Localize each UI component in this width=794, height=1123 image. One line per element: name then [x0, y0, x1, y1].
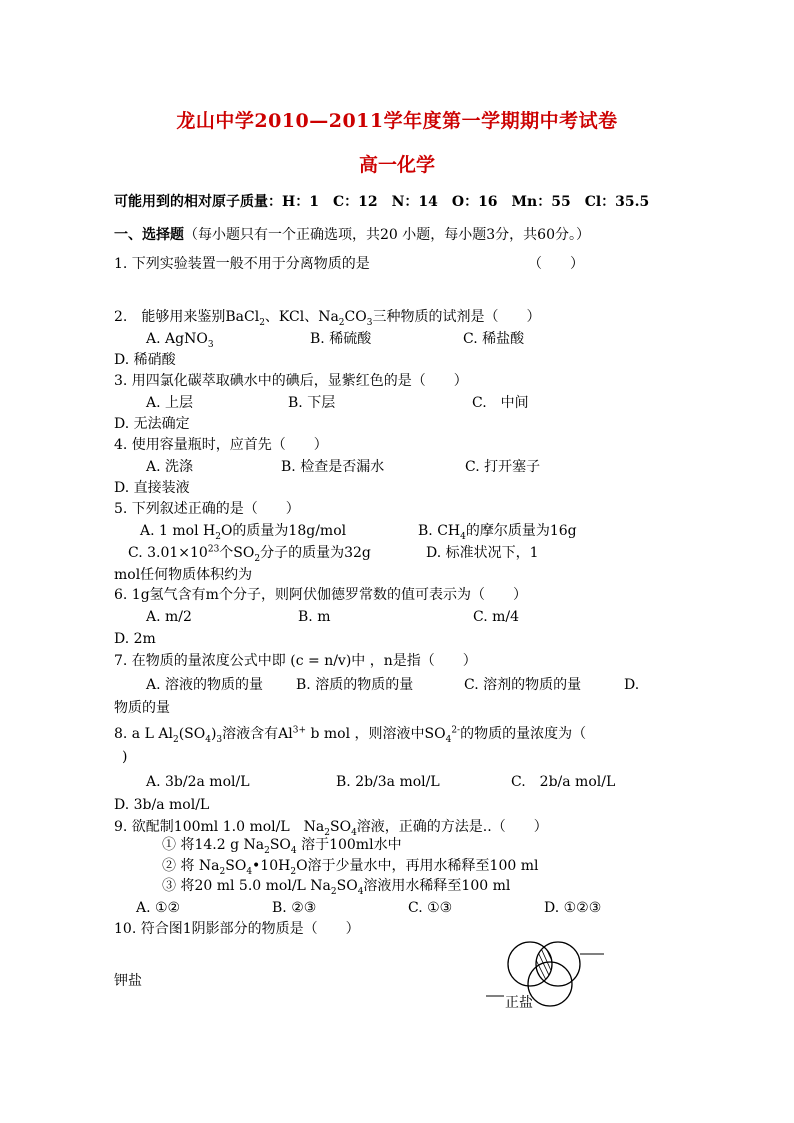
q7-option-b: B. 溶质的物质的量	[296, 677, 414, 693]
q5-option-d-continued: mol任何物质体积约为	[114, 567, 253, 583]
atomic-masses: 可能用到的相对原子质量：H：1 C：12 N：14 O：16 Mn：55 Cl：35.5	[114, 194, 650, 210]
venn-diagram	[478, 930, 618, 1012]
q8-stem: 8. a L $Al_2(SO_4)_3$溶液含有$Al^{3+}$ b mol ，则溶液中$SO_4^{2-}$的物质的量浓度为（	[114, 725, 587, 745]
q5-option-a: A. 1 mol $H_2O$的质量为18g/mol	[140, 523, 347, 542]
q5-stem: 5. 下列叙述正确的是（ ）	[114, 501, 300, 517]
venn-shaded-region	[478, 930, 618, 1012]
q3-option-a: A. 上层	[146, 395, 194, 411]
q9-item-3: ③ 将20 ml 5.0 mol/L $Na_2SO_4$溶液用水稀释至100 ml	[162, 878, 511, 897]
q9-item-1: ① 将14.2 g $Na_2SO_4$ 溶于100ml水中	[162, 837, 402, 856]
q9-option-c: C. ①③	[408, 900, 453, 916]
venn-circle-left	[508, 942, 552, 986]
section-note: （每小题只有一个正确选项，共20 小题，每小题3分，共60分。）	[184, 227, 590, 243]
q7-stem: 7. 在物质的量浓度公式中即 (c = n/v)中 ，n是指（ ）	[114, 653, 477, 669]
q6-option-c: C. m/4	[473, 609, 520, 625]
q4-option-a: A. 洗涤	[146, 459, 194, 475]
q6-option-a: A. m/2	[146, 609, 192, 625]
q6-stem: 6. 1g氢气含有m个分子，则阿伏伽德罗常数的值可表示为（ ）	[114, 587, 527, 603]
q2-option-b: B. 稀硫酸	[310, 331, 372, 347]
q9-option-d: D. ①②③	[544, 900, 602, 916]
q9-option-b: B. ②③	[272, 900, 317, 916]
q8-option-d: D. 3b/a mol/L	[114, 797, 210, 813]
q9-item-2: ② 将 $Na_2SO_4•10H_2O$溶于少量水中，再用水稀释至100 ml	[162, 858, 539, 877]
q8-option-c: C. 2b/a mol/L	[511, 774, 616, 790]
q3-option-b: B. 下层	[288, 395, 336, 411]
q3-option-c: C. 中间	[472, 395, 529, 411]
venn-label-normal-salt: 正盐	[505, 995, 533, 1011]
q2-option-c: C. 稀盐酸	[463, 331, 525, 347]
venn-label-potassium-salt: 钾盐	[114, 973, 142, 989]
q4-stem: 4. 使用容量瓶时，应首先（ ）	[114, 437, 328, 453]
q1-answer-blank: （ ）	[528, 256, 584, 272]
q7-option-a: A. 溶液的物质的量	[146, 677, 264, 693]
q2-option-d: D. 稀硝酸	[114, 352, 176, 368]
q1-stem: 1. 下列实验装置一般不用于分离物质的是	[114, 256, 370, 272]
q7-option-c: C. 溶剂的物质的量	[464, 677, 582, 693]
q7-option-d-continued: 物质的量	[114, 700, 170, 716]
q6-option-b: B. m	[298, 609, 331, 625]
q8-stem-close: )	[122, 749, 128, 765]
q5-option-c: C. $3.01\times 10^{23}$个$SO_2$分子的质量为32g	[128, 544, 371, 564]
q4-option-b: B. 检查是否漏水	[281, 459, 385, 475]
q7-option-d: D.	[624, 677, 640, 693]
q5-option-b: B. $CH_4$的摩尔质量为16g	[418, 523, 577, 542]
q2-stem: 2. 能够用来鉴别BaCl$_2$、KCl、$Na_2CO_3$三种物质的试剂是（ ）	[114, 309, 541, 328]
section-title: 一、选择题	[114, 227, 184, 243]
q3-stem: 3. 用四氯化碳萃取碘水中的碘后，显紫红色的是（ ）	[114, 373, 468, 389]
q2-option-a: A. AgNO$_3$	[146, 331, 214, 350]
q8-option-a: A. 3b/2a mol/L	[146, 774, 250, 790]
q5-option-d: D. 标准状况下，1	[426, 545, 539, 561]
q9-option-a: A. ①②	[136, 900, 181, 916]
q3-option-d: D. 无法确定	[114, 416, 190, 432]
q9-stem: 9. 欲配制100ml 1.0 mol/L $Na_2SO_4$溶液，正确的方法是..（ ）	[114, 819, 548, 838]
section-heading	[114, 224, 590, 244]
q6-option-d: D. 2m	[114, 631, 156, 647]
q10-stem: 10. 符合图1阴影部分的物质是（ ）	[114, 921, 360, 937]
q4-option-c: C. 打开塞子	[465, 459, 541, 475]
exam-subject: 高一化学	[358, 154, 435, 176]
q4-option-d: D. 直接装液	[114, 480, 190, 496]
exam-title: 龙山中学2010—2011学年度第一学期期中考试卷	[176, 110, 618, 132]
q8-option-b: B. 2b/3a mol/L	[336, 774, 440, 790]
